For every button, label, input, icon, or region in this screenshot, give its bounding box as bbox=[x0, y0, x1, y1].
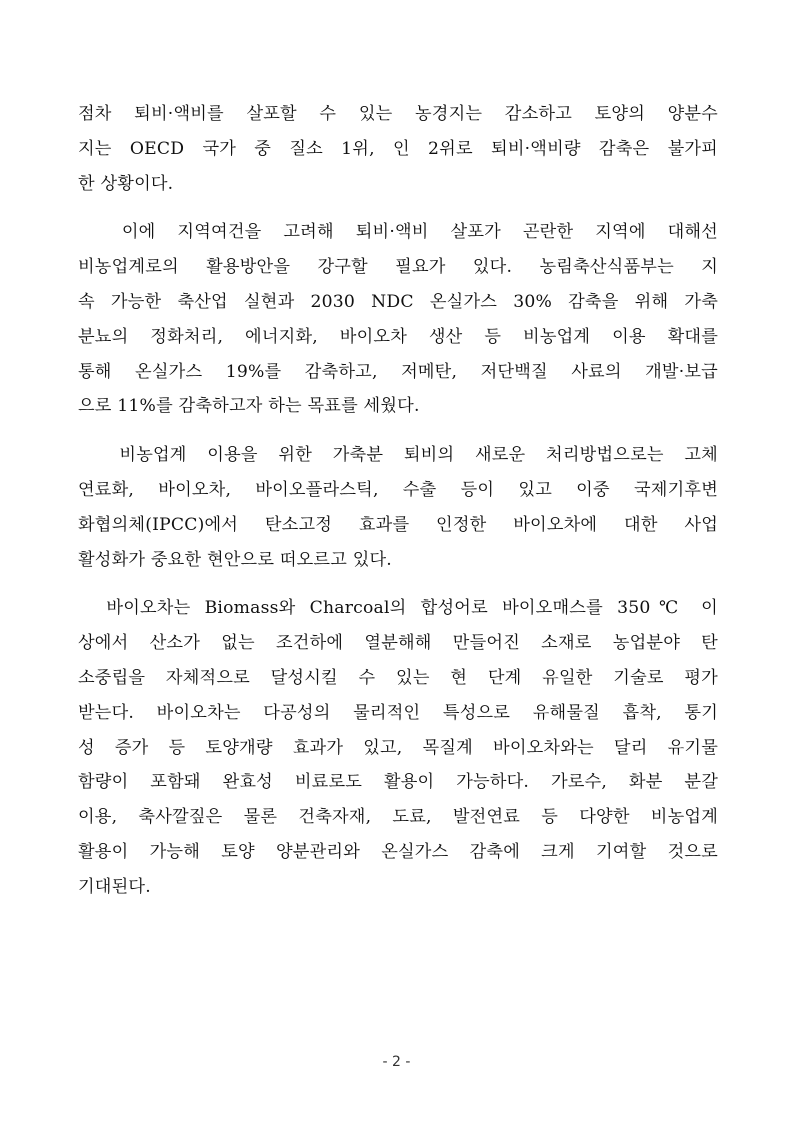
paragraph-2 bbox=[78, 215, 718, 424]
document-body bbox=[78, 97, 718, 919]
text-line: 연료화, 바이오차, 바이오플라스틱, 수출 등이 있고 이중 국제기후변 bbox=[78, 479, 718, 500]
text-line: 한 상황이다. bbox=[78, 173, 174, 194]
page-number: - 2 - bbox=[382, 1054, 411, 1070]
text-line: 화협의체(IPCC)에서 탄소고정 효과를 인정한 바이오차에 대한 사업 bbox=[78, 514, 718, 535]
paragraph-1 bbox=[78, 97, 718, 201]
text-line: 분뇨의 정화처리, 에너지화, 바이오차 생산 등 비농업계 이용 확대를 bbox=[78, 326, 718, 347]
text-line: 받는다. 바이오차는 다공성의 물리적인 특성으로 유해물질 흡착, 통기 bbox=[78, 702, 718, 723]
text-line: 이에 지역여건을 고려해 퇴비·액비 살포가 곤란한 지역에 대해선 bbox=[78, 222, 718, 243]
text-line: 바이오차는 Biomass와 Charcoal의 합성어로 바이오매스를 350℃ 이 bbox=[78, 598, 718, 619]
text-line: 함량이 포함돼 완효성 비료로도 활용이 가능하다. 가로수, 화분 분갈 bbox=[78, 772, 718, 793]
paragraph-4 bbox=[78, 591, 718, 904]
text-line: 속 가능한 축산업 실현과 2030 NDC 온실가스 30% 감축을 위해 가축 bbox=[78, 291, 718, 312]
text-line: 비농업계 이용을 위한 가축분 퇴비의 새로운 처리방법으로는 고체 bbox=[78, 445, 718, 466]
text-line: 성 증가 등 토양개량 효과가 있고, 목질계 바이오차와는 달리 유기물 bbox=[78, 737, 718, 758]
text-line: 비농업계로의 활용방안을 강구할 필요가 있다. 농림축산식품부는 지 bbox=[78, 257, 718, 278]
text-line: 상에서 산소가 없는 조건하에 열분해해 만들어진 소재로 농업분야 탄 bbox=[78, 633, 718, 654]
text-line: 지는 OECD 국가 중 질소 1위, 인 2위로 퇴비·액비량 감축은 불가피 bbox=[78, 138, 718, 159]
text-line: 이용, 축사깔짚은 물론 건축자재, 도료, 발전연료 등 다양한 비농업계 bbox=[78, 807, 718, 828]
text-line: 활성화가 중요한 현안으로 떠오르고 있다. bbox=[78, 549, 392, 570]
paragraph-3 bbox=[78, 438, 718, 577]
text-line: 기대된다. bbox=[78, 876, 151, 897]
text-line: 통해 온실가스 19%를 감축하고, 저메탄, 저단백질 사료의 개발·보급 bbox=[78, 361, 718, 382]
text-line: 점차 퇴비·액비를 살포할 수 있는 농경지는 감소하고 토양의 양분수 bbox=[78, 104, 718, 124]
text-line: 으로 11%를 감축하고자 하는 목표를 세웠다. bbox=[78, 396, 420, 417]
text-line: 소중립을 자체적으로 달성시킬 수 있는 현 단계 유일한 기술로 평가 bbox=[78, 667, 718, 688]
text-line: 활용이 가능해 토양 양분관리와 온실가스 감축에 크게 기여할 것으로 bbox=[78, 841, 718, 862]
